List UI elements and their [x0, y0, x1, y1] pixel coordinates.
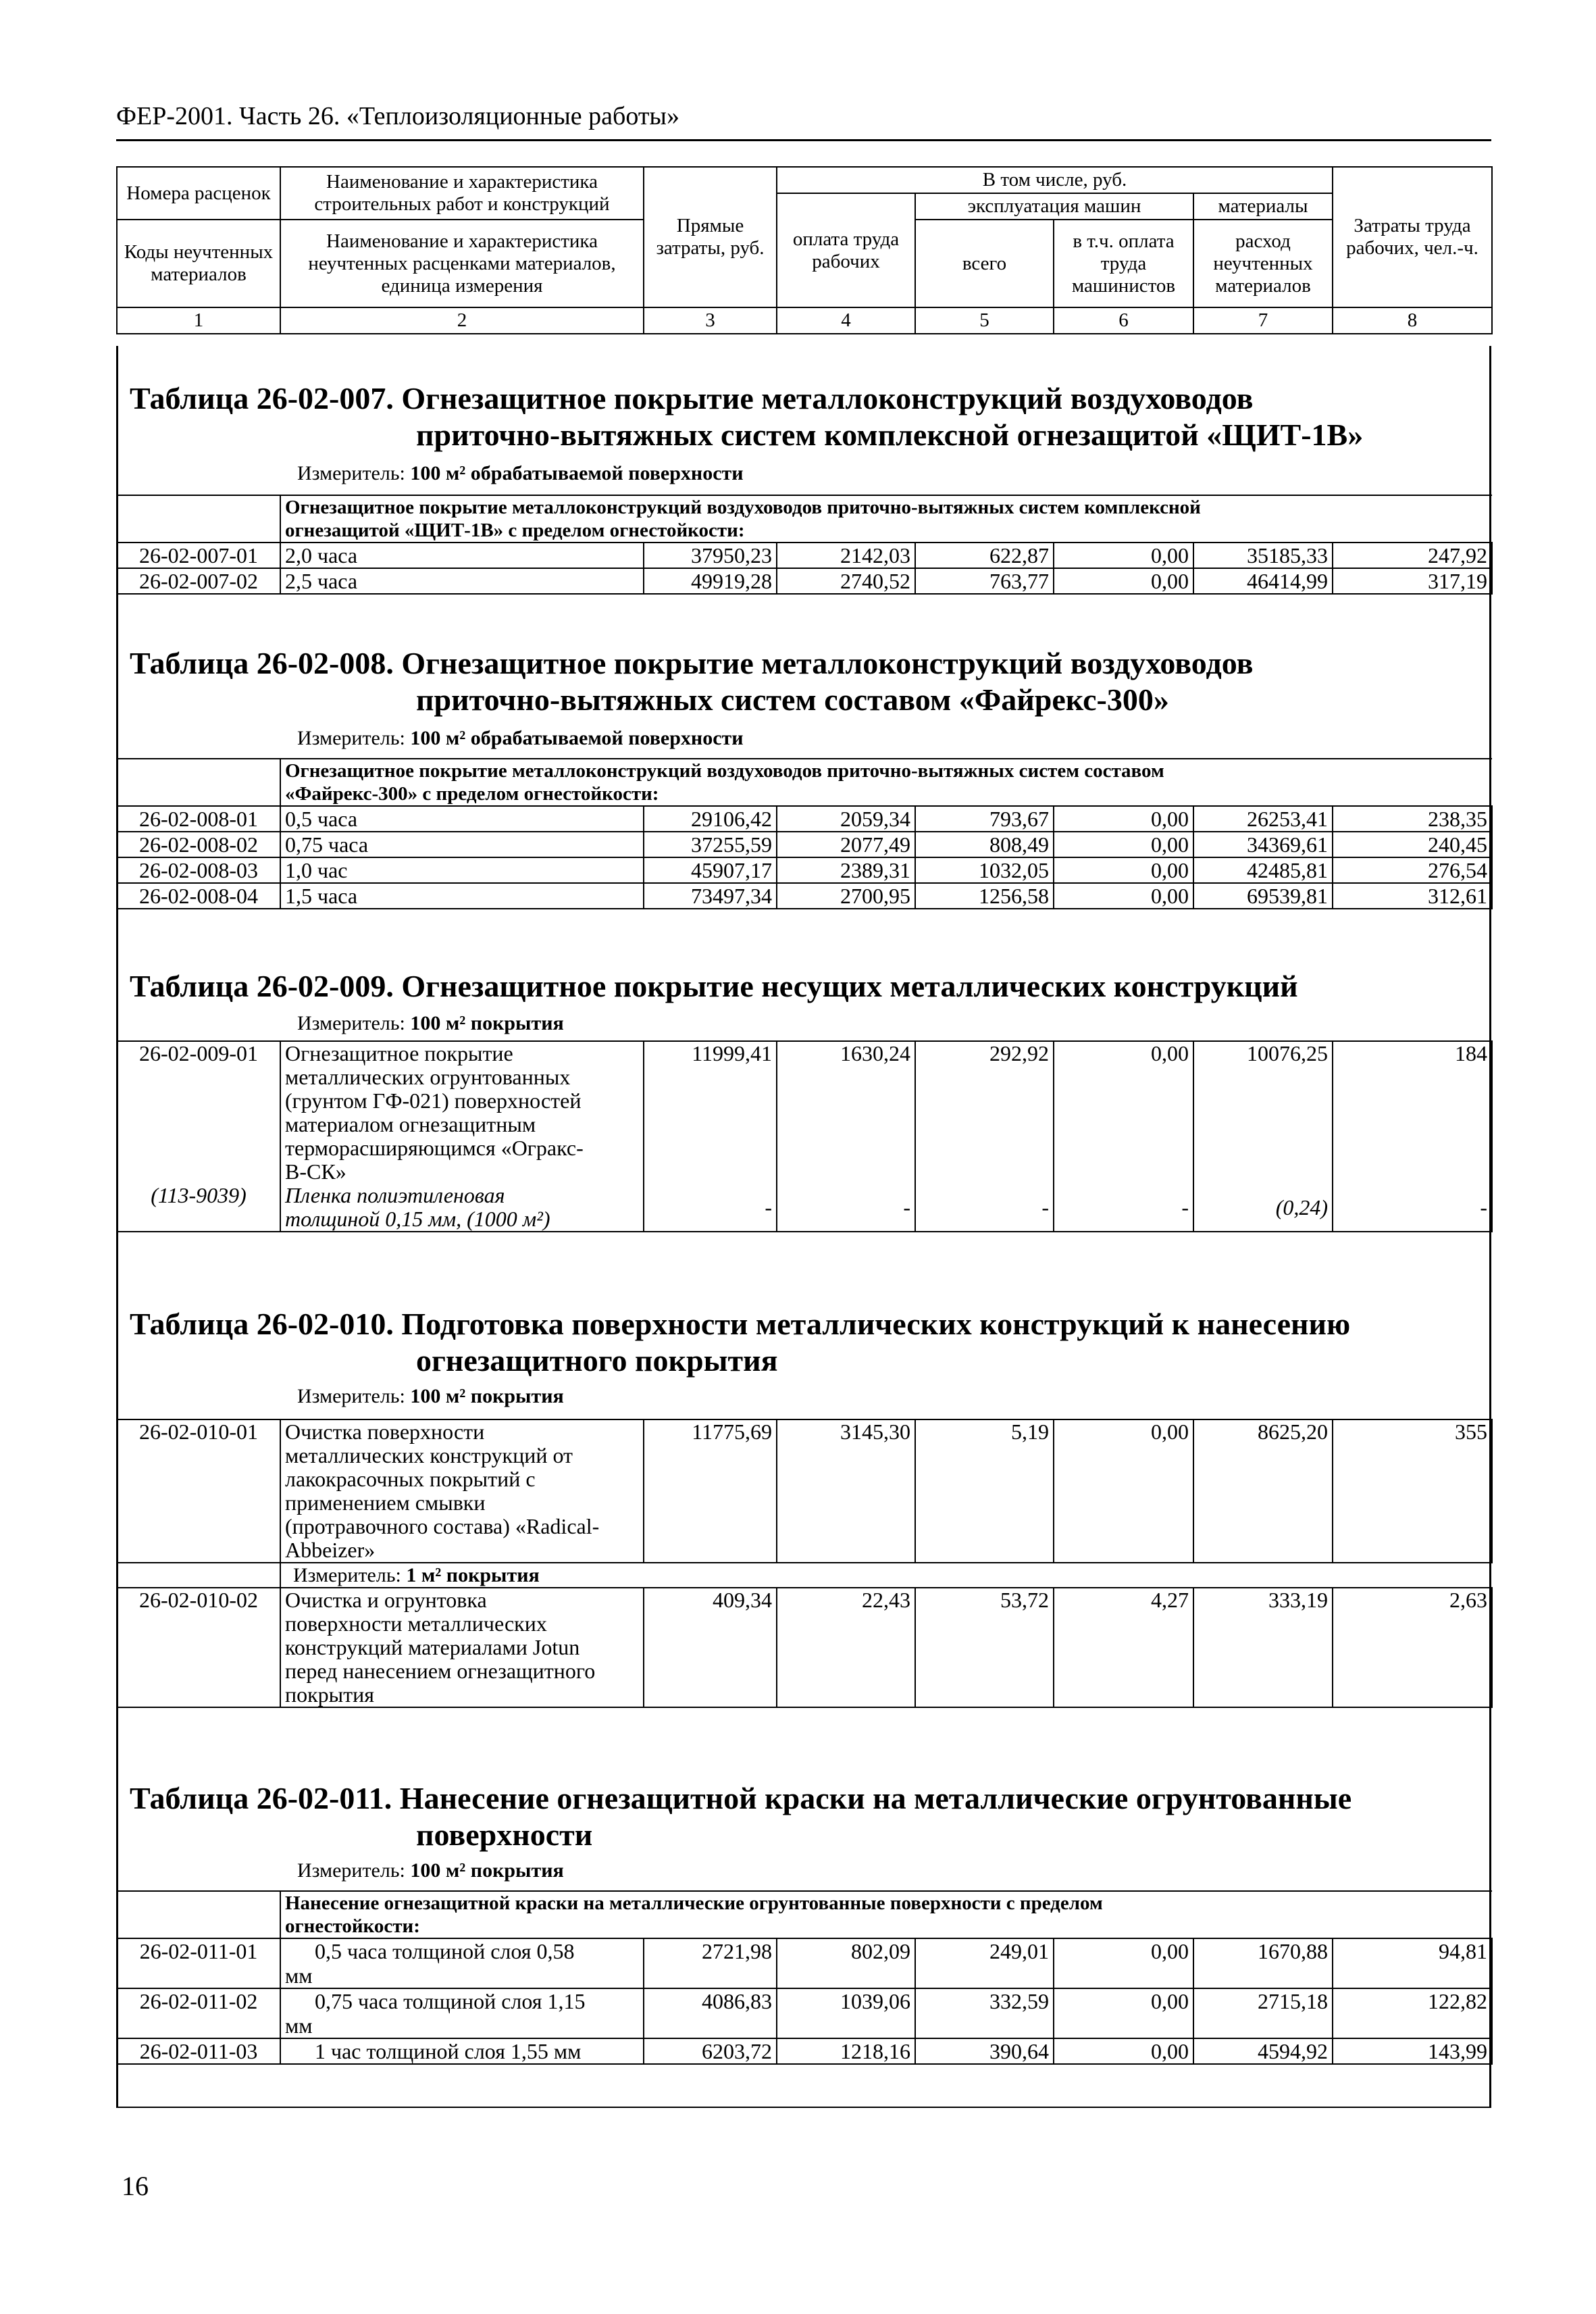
section-26-02-011 [116, 1750, 1491, 2108]
unit-line: Измеритель: 100 м² покрытия [297, 1859, 564, 1882]
table-title: Таблица 26-02-011. Нанесение огнезащитной краски на металлические огрунтованные [130, 1781, 1352, 1815]
col-num: 1 [117, 307, 280, 334]
table-title: огнезащитного покрытия [416, 1343, 778, 1378]
table-title: поверхности [416, 1817, 593, 1852]
table-row: 26-02-007-01 2,0 часа 37950,23 2142,03 622,87 0,00 35185,33 247,92 [117, 543, 1492, 568]
document-header: ФЕР-2001. Часть 26. «Теплоизоляционные работы» [116, 102, 679, 130]
table-title: приточно-вытяжных систем составом «Файрекс-300» [416, 682, 1169, 717]
table-row: 26-02-011-02 0,75 часа толщиной слоя 1,15 мм 4086,83 1039,06 332,59 0,00 2715,18 122,82 [117, 1988, 1492, 2038]
section-26-02-008 [116, 613, 1491, 938]
table-row: 26-02-007-02 2,5 часа 49919,28 2740,52 763,77 0,00 46414,99 317,19 [117, 568, 1492, 594]
incl-header: В том числе, руб. [777, 167, 1333, 193]
work-description: Очистка и огрунтовка поверхности металлических конструкций материалами Jotun перед нанесением огнезащитного покрытия [280, 1588, 644, 1707]
table-row: 26-02-008-04 1,5 часа 73497,34 2700,95 1256,58 0,00 69539,81 312,61 [117, 883, 1492, 909]
table-row: 26-02-010-02 Очистка и огрунтовка поверхности металлических конструкций материалами Jotun перед нанесением огнезащитного покрытия 409,34 22,43 53,72 4,27 333,19 2,63 [117, 1588, 1492, 1707]
table-row: 26-02-009-01 Огнезащитное покрытие металлических огрунтованных (грунтом ГФ-021) поверхностей материалом огнезащитным терморасширяющимся «Огракс- В-СК» 11999,41 1630,24 292,92 0,00 10076,25 184 [117, 1041, 1492, 1184]
col-num: 2 [280, 307, 644, 334]
unit-line: Измеритель: 100 м² покрытия [297, 1385, 564, 1407]
col2-header: Наименование и характеристика строительных работ и конструкций [280, 167, 644, 220]
rates-table [116, 1419, 1493, 1708]
col7-header: расход неучтенных материалов [1193, 220, 1333, 307]
col2b-header: Наименование и характеристика неучтенных расценками материалов, единица измерения [280, 220, 644, 307]
table-row: 26-02-008-01 0,5 часа 29106,42 2059,34 793,67 0,00 26253,41 238,35 [117, 806, 1492, 832]
col5-header: всего [915, 220, 1054, 307]
rates-table [116, 1040, 1493, 1232]
table-row: 26-02-011-01 0,5 часа толщиной слоя 0,58 мм 2721,98 802,09 249,01 0,00 1670,88 94,81 [117, 1938, 1492, 1988]
column-header-table [116, 166, 1493, 334]
unit-line: Измеритель: 100 м² обрабатываемой поверхности [297, 727, 744, 749]
section-26-02-010 [116, 1276, 1491, 1750]
rates-table [116, 1890, 1493, 2065]
table-title: Таблица 26-02-008. Огнезащитное покрытие металлоконструкций воздуховодов [130, 646, 1254, 680]
col1-header: Номера расценок [117, 167, 280, 220]
section-26-02-009 [116, 938, 1491, 1276]
col8-header: Затраты труда рабочих, чел.-ч. [1333, 167, 1492, 307]
rates-table [116, 758, 1493, 909]
col4-header: оплата труда рабочих [777, 193, 915, 307]
machines-header: эксплуатация машин [915, 193, 1193, 220]
table-title: Таблица 26-02-007. Огнезащитное покрытие металлоконструкций воздуховодов [130, 381, 1254, 416]
table-row: 26-02-008-03 1,0 час 45907,17 2389,31 1032,05 0,00 42485,81 276,54 [117, 857, 1492, 883]
col-num: 3 [644, 307, 777, 334]
section-note: Огнезащитное покрытие металлоконструкций воздуховодов приточно-вытяжных систем комплексной огнезащитой «ЩИТ-1В» с пределом огнестойкости: [280, 495, 1492, 543]
table-title: Таблица 26-02-009. Огнезащитное покрытие несущих металлических конструкций [130, 969, 1298, 1003]
table-row: 26-02-011-03 1 час толщиной слоя 1,55 мм 6203,72 1218,16 390,64 0,00 4594,92 143,99 [117, 2038, 1492, 2064]
work-description: Огнезащитное покрытие металлических огрунтованных (грунтом ГФ-021) поверхностей материалом огнезащитным терморасширяющимся «Огракс- В-СК» [280, 1041, 644, 1184]
materials-header: материалы [1193, 193, 1333, 220]
col-num: 8 [1333, 307, 1492, 334]
table-title: приточно-вытяжных систем комплексной огнезащитой «ЩИТ-1В» [416, 418, 1364, 452]
unit-line: Измеритель: 100 м² обрабатываемой поверхности [297, 462, 744, 484]
work-description: Очистка поверхности металлических конструкций от лакокрасочных покрытий с применением смывки (протравочного состава) «Radical- Abbeizer» [280, 1419, 644, 1563]
col-num: 5 [915, 307, 1054, 334]
page-number: 16 [122, 2171, 149, 2201]
material-row: (113-9039) Пленка полиэтиленовая толщиной 0,15 мм, (1000 м²) - - - - (0,24) - [117, 1184, 1492, 1232]
section-26-02-007 [116, 346, 1491, 613]
col3-header: Прямые затраты, руб. [644, 167, 777, 307]
col-num: 6 [1054, 307, 1193, 334]
table-row: 26-02-008-02 0,75 часа 37255,59 2077,49 808,49 0,00 34369,61 240,45 [117, 832, 1492, 857]
table-row: 26-02-010-01 Очистка поверхности металлических конструкций от лакокрасочных покрытий с применением смывки (протравочного состава) «Radical- Abbeizer» 11775,69 3145,30 5,19 0,00 8625,20 355 [117, 1419, 1492, 1563]
col-num: 4 [777, 307, 915, 334]
rates-table [116, 495, 1493, 595]
unit-line: Измеритель: 1 м² покрытия [280, 1563, 1492, 1588]
col6-header: в т.ч. оплата труда машинистов [1054, 220, 1193, 307]
section-note: Нанесение огнезащитной краски на металлические огрунтованные поверхности с пределом огнестойкости: [280, 1891, 1492, 1938]
unit-line: Измеритель: 100 м² покрытия [297, 1012, 564, 1034]
table-title: Таблица 26-02-010. Подготовка поверхности металлических конструкций к нанесению [130, 1307, 1351, 1341]
header-rule [116, 139, 1491, 141]
col1b-header: Коды неучтенных материалов [117, 220, 280, 307]
col-num: 7 [1193, 307, 1333, 334]
section-note: Огнезащитное покрытие металлоконструкций воздуховодов приточно-вытяжных систем составом «Файрекс-300» с пределом огнестойкости: [280, 759, 1492, 806]
material-description: Пленка полиэтиленовая толщиной 0,15 мм, (1000 м²) [280, 1184, 644, 1232]
